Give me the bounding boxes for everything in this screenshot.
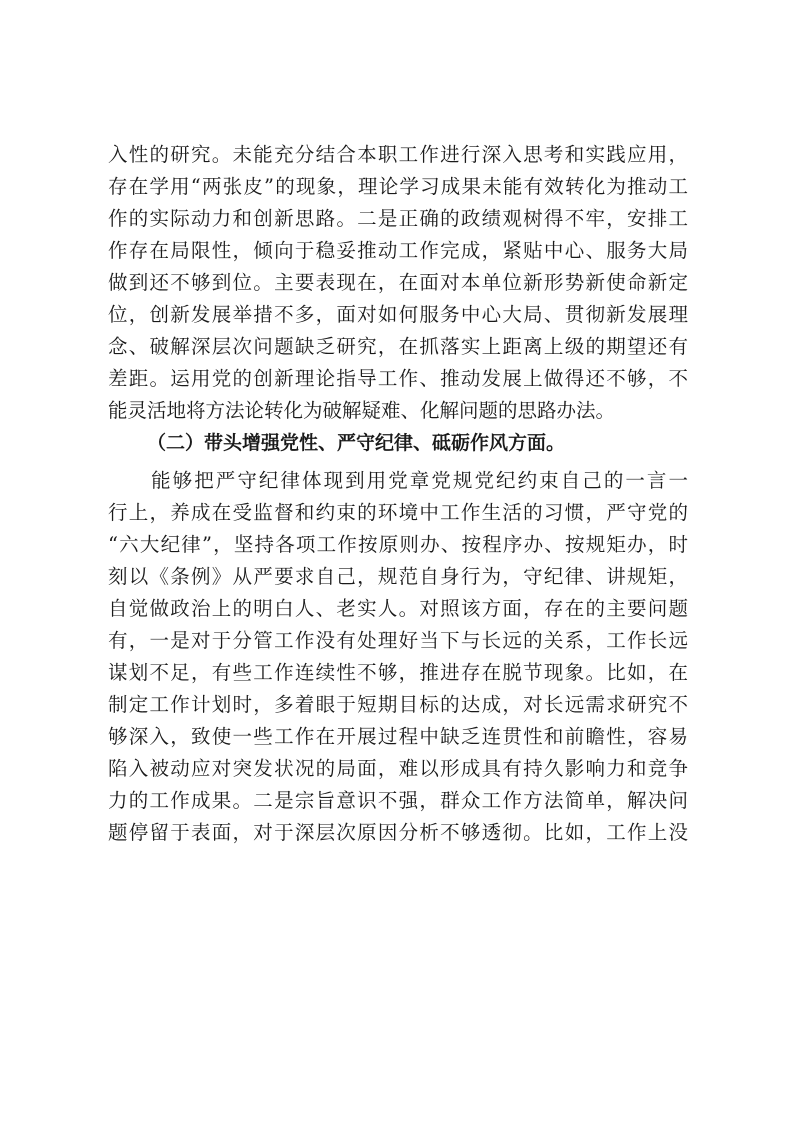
text-line: 作存在局限性，倾向于稳妥推动工作完成，紧贴中心、服务大局	[108, 239, 688, 262]
text-line: “六大纪律”，坚持各项工作按原则办、按程序办、按规矩办，时	[108, 533, 688, 556]
text-line: 力的工作成果。二是宗旨意识不强，群众工作方法简单，解决问	[108, 789, 688, 812]
text-line: 谋划不足，有些工作连续性不够，推进存在脱节现象。比如，在	[108, 661, 688, 684]
text-line: 入性的研究。未能充分结合本职工作进行深入思考和实践应用，	[108, 143, 688, 166]
document-body	[108, 139, 688, 849]
text-line: 行上，养成在受监督和约束的环境中工作生活的习惯，严守党的	[108, 501, 688, 524]
text-line: 制定工作计划时，多着眼于短期目标的达成，对长远需求研究不	[108, 693, 688, 716]
text-line: 题停留于表面，对于深层次原因分析不够透彻。比如，工作上没	[108, 821, 688, 844]
text-line: 作的实际动力和创新思路。二是正确的政绩观树得不牢，安排工	[108, 207, 688, 230]
text-line: 念、破解深层次问题缺乏研究，在抓落实上距离上级的期望还有	[108, 335, 688, 358]
text-line: 有，一是对于分管工作没有处理好当下与长远的关系，工作长远	[108, 629, 688, 652]
text-line: 能够把严守纪律体现到用党章党规党纪约束自己的一言一	[108, 469, 688, 492]
paragraph-2	[108, 465, 688, 849]
section-heading: （二）带头增强党性、严守纪律、砥砺作风方面。	[147, 432, 566, 454]
text-line: 做到还不够到位。主要表现在，在面对本单位新形势新使命新定	[108, 271, 688, 294]
text-line: 自觉做政治上的明白人、老实人。对照该方面，存在的主要问题	[108, 597, 688, 620]
text-line: 陷入被动应对突发状况的局面，难以形成具有持久影响力和竞争	[108, 757, 688, 780]
paragraph-1	[108, 139, 688, 427]
text-line: 差距。运用党的创新理论指导工作、推动发展上做得还不够，不	[108, 367, 688, 390]
text-line: 够深入，致使一些工作在开展过程中缺乏连贯性和前瞻性，容易	[108, 725, 688, 748]
text-line: 存在学用“两张皮”的现象，理论学习成果未能有效转化为推动工	[108, 175, 688, 198]
text-line: 刻以《条例》从严要求自己，规范自身行为，守纪律、讲规矩，	[108, 565, 688, 588]
text-line: 位，创新发展举措不多，面对如何服务中心大局、贯彻新发展理	[108, 303, 688, 326]
text-line: 能灵活地将方法论转化为破解疑难、化解问题的思路办法。	[108, 399, 616, 422]
